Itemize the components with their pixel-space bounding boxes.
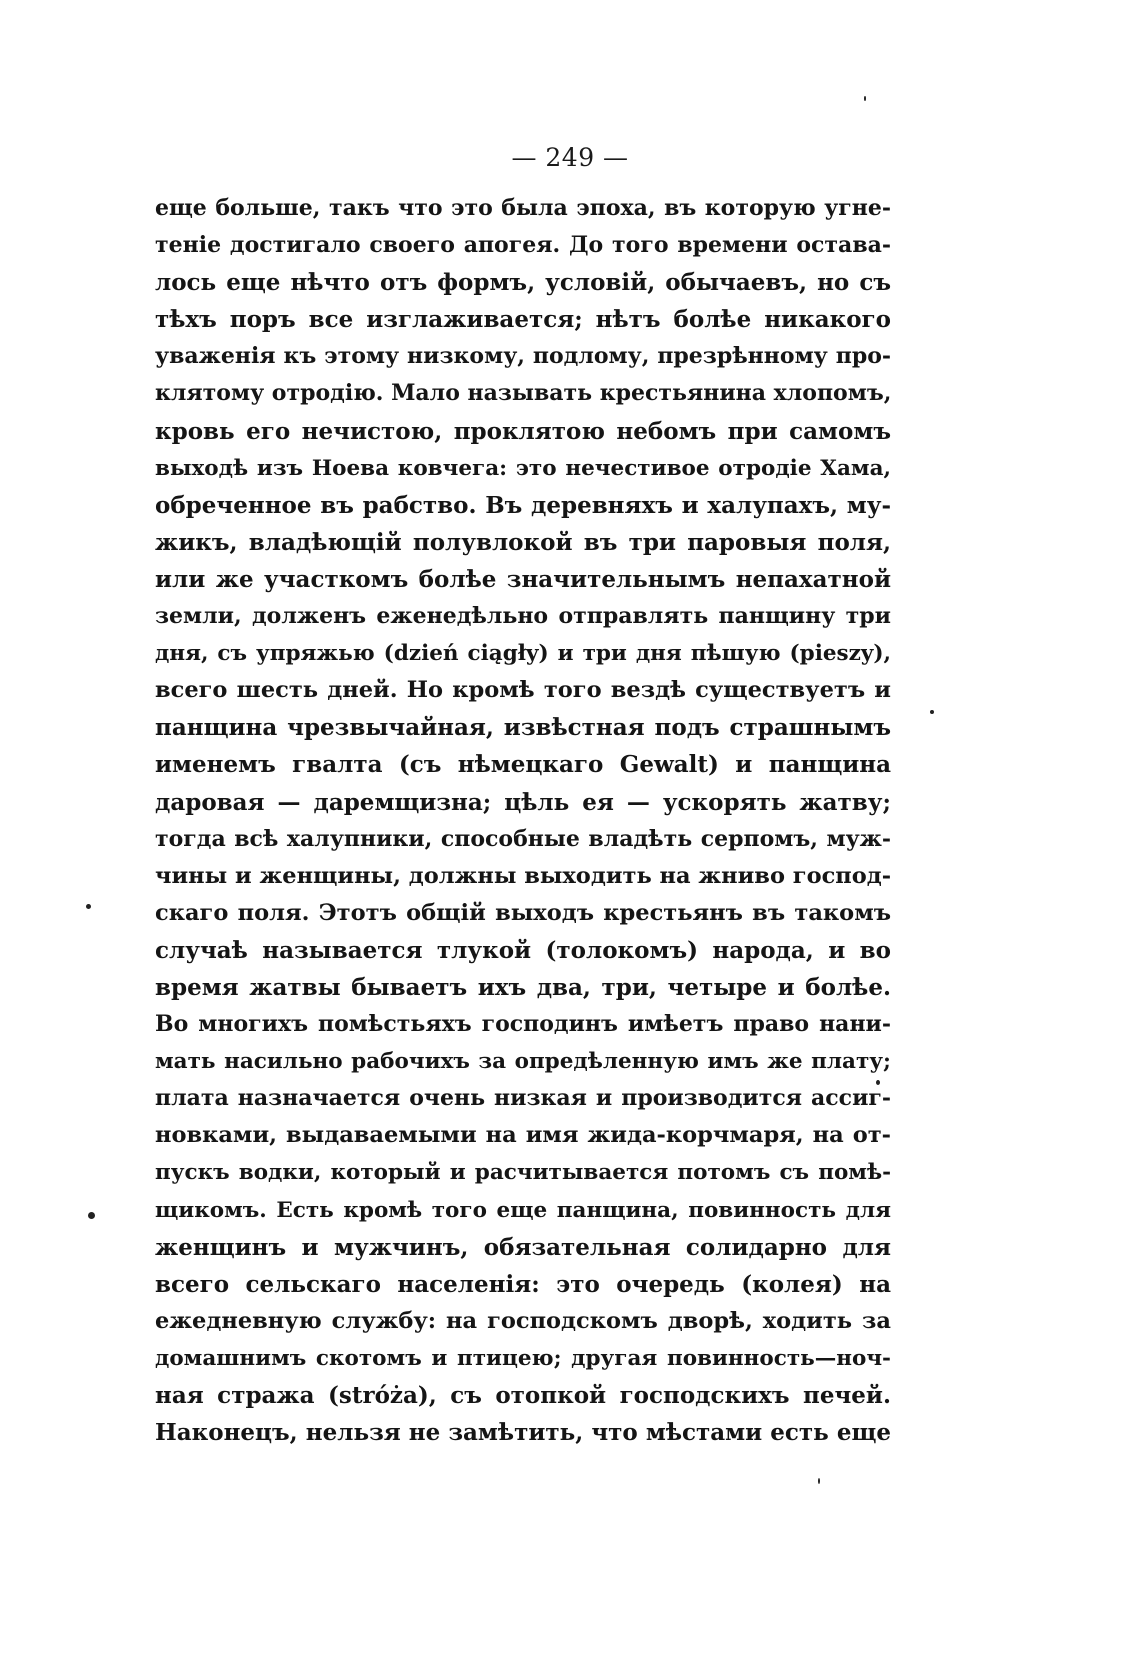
text-line: дня, съ упряжью (dzień ciągły) и три дня пѣшую (pieszy), — [155, 641, 891, 667]
text-line: клятому отродію. Мало называть крестьянина хлопомъ, — [155, 380, 891, 407]
text-line: даровая — даремщизна; цѣль ея — ускорять жатву; — [155, 788, 891, 816]
text-line: мать насильно рабочихъ за опредѣленную имъ же плату; — [155, 1049, 891, 1075]
text-line: женщинъ и мужчинъ, обязательная солидарно для — [155, 1233, 891, 1261]
text-line: пускъ водки, который и расчитывается потомъ съ помѣ- — [155, 1160, 891, 1186]
text-line: земли, долженъ еженедѣльно отправлять панщину три — [155, 603, 891, 630]
text-line: ная стража (stróża), съ отопкой господскихъ печей. — [155, 1382, 891, 1409]
text-line: кровь его нечистою, проклятою небомъ при самомъ — [155, 417, 891, 445]
text-line: выходѣ изъ Ноева ковчега: это нечестивое отродіе Хама, — [155, 455, 891, 481]
text-line: скаго поля. Этотъ общій выходъ крестьянъ въ такомъ — [155, 899, 891, 926]
text-line: Наконецъ, нельзя не замѣтить, что мѣстами есть еще — [155, 1419, 891, 1447]
text-line: еще больше, такъ что это была эпоха, въ которую угне- — [155, 195, 891, 221]
scan-speck — [876, 1080, 880, 1085]
text-line: чины и женщины, должны выходить на жниво господ- — [155, 862, 891, 889]
text-line: плата назначается очень низкая и производится ассиг- — [155, 1085, 891, 1112]
text-line: или же участкомъ болѣе значительнымъ непахатной — [155, 565, 891, 593]
text-line: лось еще нѣчто отъ формъ, условій, обычаевъ, но съ — [155, 269, 891, 297]
scan-speck — [864, 96, 866, 101]
text-line: теніе достигало своего апогея. До того времени остава- — [155, 232, 891, 259]
scan-speck — [818, 1478, 820, 1484]
text-line: время жатвы бываетъ ихъ два, три, четыре и болѣе. — [155, 973, 891, 1001]
text-line: панщина чрезвычайная, извѣстная подъ страшнымъ — [155, 714, 891, 742]
text-line: именемъ гвалта (съ нѣмецкаго Gewalt) и панщина — [155, 751, 891, 779]
text-line: всего сельскаго населенія: это очередь (колея) на — [155, 1270, 891, 1298]
body-text — [155, 190, 891, 1451]
text-line: Во многихъ помѣстьяхъ господинъ имѣетъ право нани- — [155, 1011, 891, 1038]
text-line: тогда всѣ халупники, способные владѣть серпомъ, муж- — [155, 825, 891, 852]
text-line: случаѣ называется тлукой (толокомъ) народа, и во — [155, 936, 891, 964]
scan-speck — [930, 710, 934, 714]
text-line: щикомъ. Есть кромѣ того еще панщина, повинность для — [155, 1197, 891, 1223]
text-line: уваженія къ этому низкому, подлому, презрѣнному про- — [155, 343, 891, 370]
text-line: новками, выдаваемыми на имя жида-корчмаря, на от- — [155, 1122, 891, 1149]
text-line: домашнимъ скотомъ и птицею; другая повинность—ноч- — [155, 1345, 891, 1371]
page-number: — 249 — — [511, 143, 629, 172]
text-line: ежедневную службу: на господскомъ дворѣ, ходить за — [155, 1307, 891, 1334]
text-line: обреченное въ рабство. Въ деревняхъ и халупахъ, му- — [155, 491, 891, 519]
scan-speck — [88, 1212, 95, 1219]
text-line: тѣхъ поръ все изглаживается; нѣтъ болѣе никакого — [155, 306, 891, 334]
text-line: всего шесть дней. Но кромѣ того вездѣ существуетъ и — [155, 677, 891, 704]
text-line: жикъ, владѣющій полувлокой въ три паровыя поля, — [155, 528, 891, 556]
scan-speck — [86, 904, 91, 909]
